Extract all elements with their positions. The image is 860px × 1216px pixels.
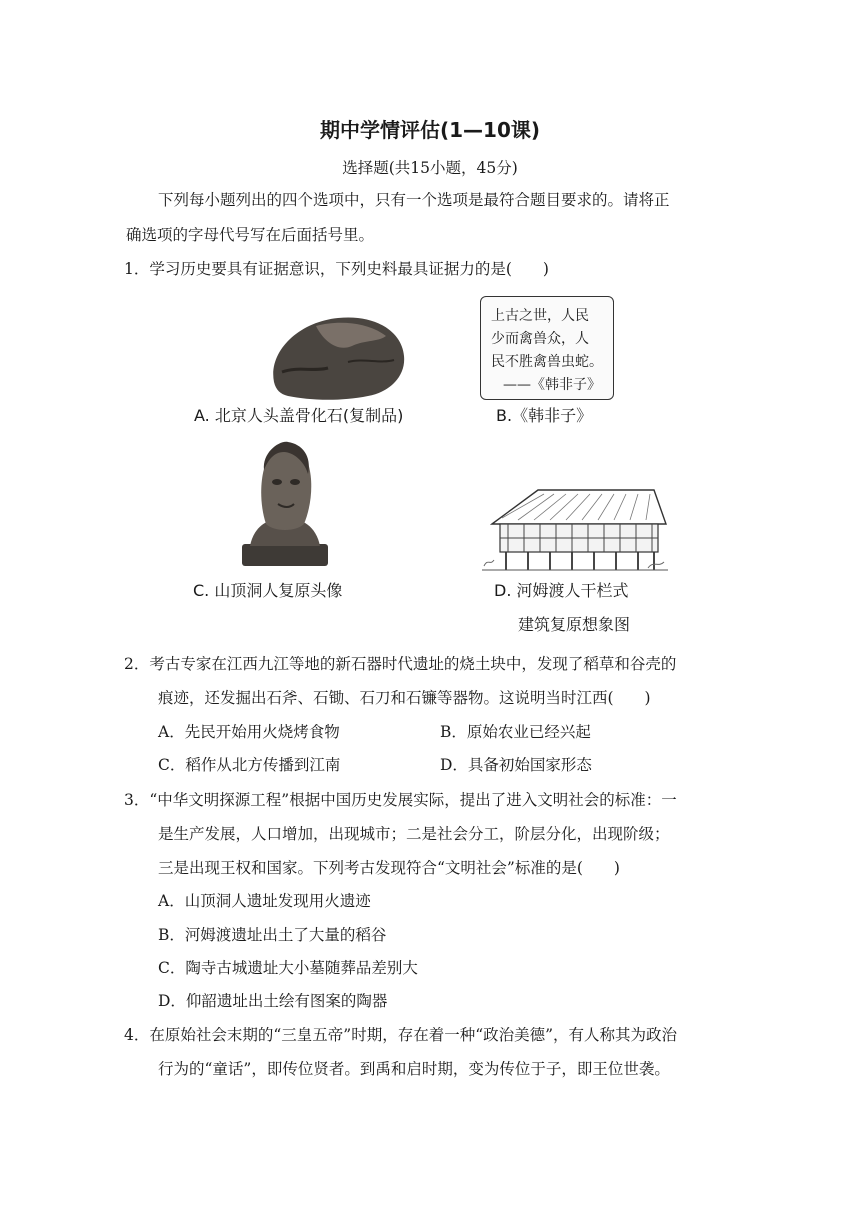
q2-option-d: D．具备初始国家形态	[440, 756, 592, 774]
q2-option-a: A．先民开始用火烧烤食物	[158, 723, 340, 741]
q1-figure-c-label: C. 山顶洞人复原头像	[193, 581, 343, 600]
q3-stem-line-2: 是生产发展，人口增加，出现城市；二是社会分工，阶层分化，出现阶级；	[158, 825, 670, 843]
section-heading: 选择题(共15小题，45分)	[342, 159, 518, 177]
hanfeizi-quote-box	[480, 296, 614, 400]
skull-fossil-image	[268, 312, 408, 402]
instructions-line-1: 下列每小题列出的四个选项中，只有一个选项是最符合题目要求的。请将正	[158, 191, 670, 209]
q1-figure-b-label: B.《韩非子》	[496, 406, 593, 425]
q3-option-a: A．山顶洞人遗址发现用火遗迹	[158, 892, 371, 910]
q1-figure-d-label-1: D. 河姆渡人干栏式	[494, 581, 629, 600]
q2-stem-line-1: 2．考古专家在江西九江等地的新石器时代遗址的烧土块中，发现了稻草和谷壳的	[124, 655, 677, 673]
quote-line-2: 少而禽兽众，人	[491, 331, 589, 347]
instructions-line-2: 确选项的字母代号写在后面括号里。	[126, 226, 375, 244]
q3-stem-line-3: 三是出现王权和国家。下列考古发现符合“文明社会”标准的是( )	[158, 859, 620, 877]
q3-stem-line-1: 3．“中华文明探源工程”根据中国历史发展实际，提出了进入文明社会的标准：一	[124, 791, 677, 809]
page-title: 期中学情评估(1—10课)	[319, 118, 541, 142]
q1-stem: 1．学习历史要具有证据意识，下列史料最具证据力的是( )	[124, 260, 549, 278]
q4-stem-line-2: 行为的“童话”，即传位贤者。到禹和启时期，变为传位于子，即王位世袭。	[158, 1060, 670, 1078]
q2-option-b: B．原始农业已经兴起	[440, 723, 591, 741]
quote-line-1: 上古之世，人民	[491, 308, 589, 324]
quote-source: ——《韩非子》	[503, 377, 601, 393]
stilt-house-image	[478, 484, 670, 576]
bust-sculpture-image	[240, 440, 330, 568]
q4-stem-line-1: 4．在原始社会末期的“三皇五帝”时期，存在着一种“政治美德”，有人称其为政治	[124, 1026, 678, 1044]
q2-option-c: C．稻作从北方传播到江南	[158, 756, 341, 774]
q1-figure-d-label-2: 建筑复原想象图	[518, 615, 631, 634]
q1-figure-a-label: A. 北京人头盖骨化石(复制品)	[194, 406, 404, 425]
quote-line-3: 民不胜禽兽虫蛇。	[491, 354, 603, 370]
q3-option-d: D．仰韶遗址出土绘有图案的陶器	[158, 992, 388, 1010]
q2-stem-line-2: 痕迹，还发掘出石斧、石锄、石刀和石镰等器物。这说明当时江西( )	[158, 689, 651, 707]
q3-option-c: C．陶寺古城遗址大小墓随葬品差别大	[158, 959, 418, 977]
q3-option-b: B．河姆渡遗址出土了大量的稻谷	[158, 926, 387, 944]
